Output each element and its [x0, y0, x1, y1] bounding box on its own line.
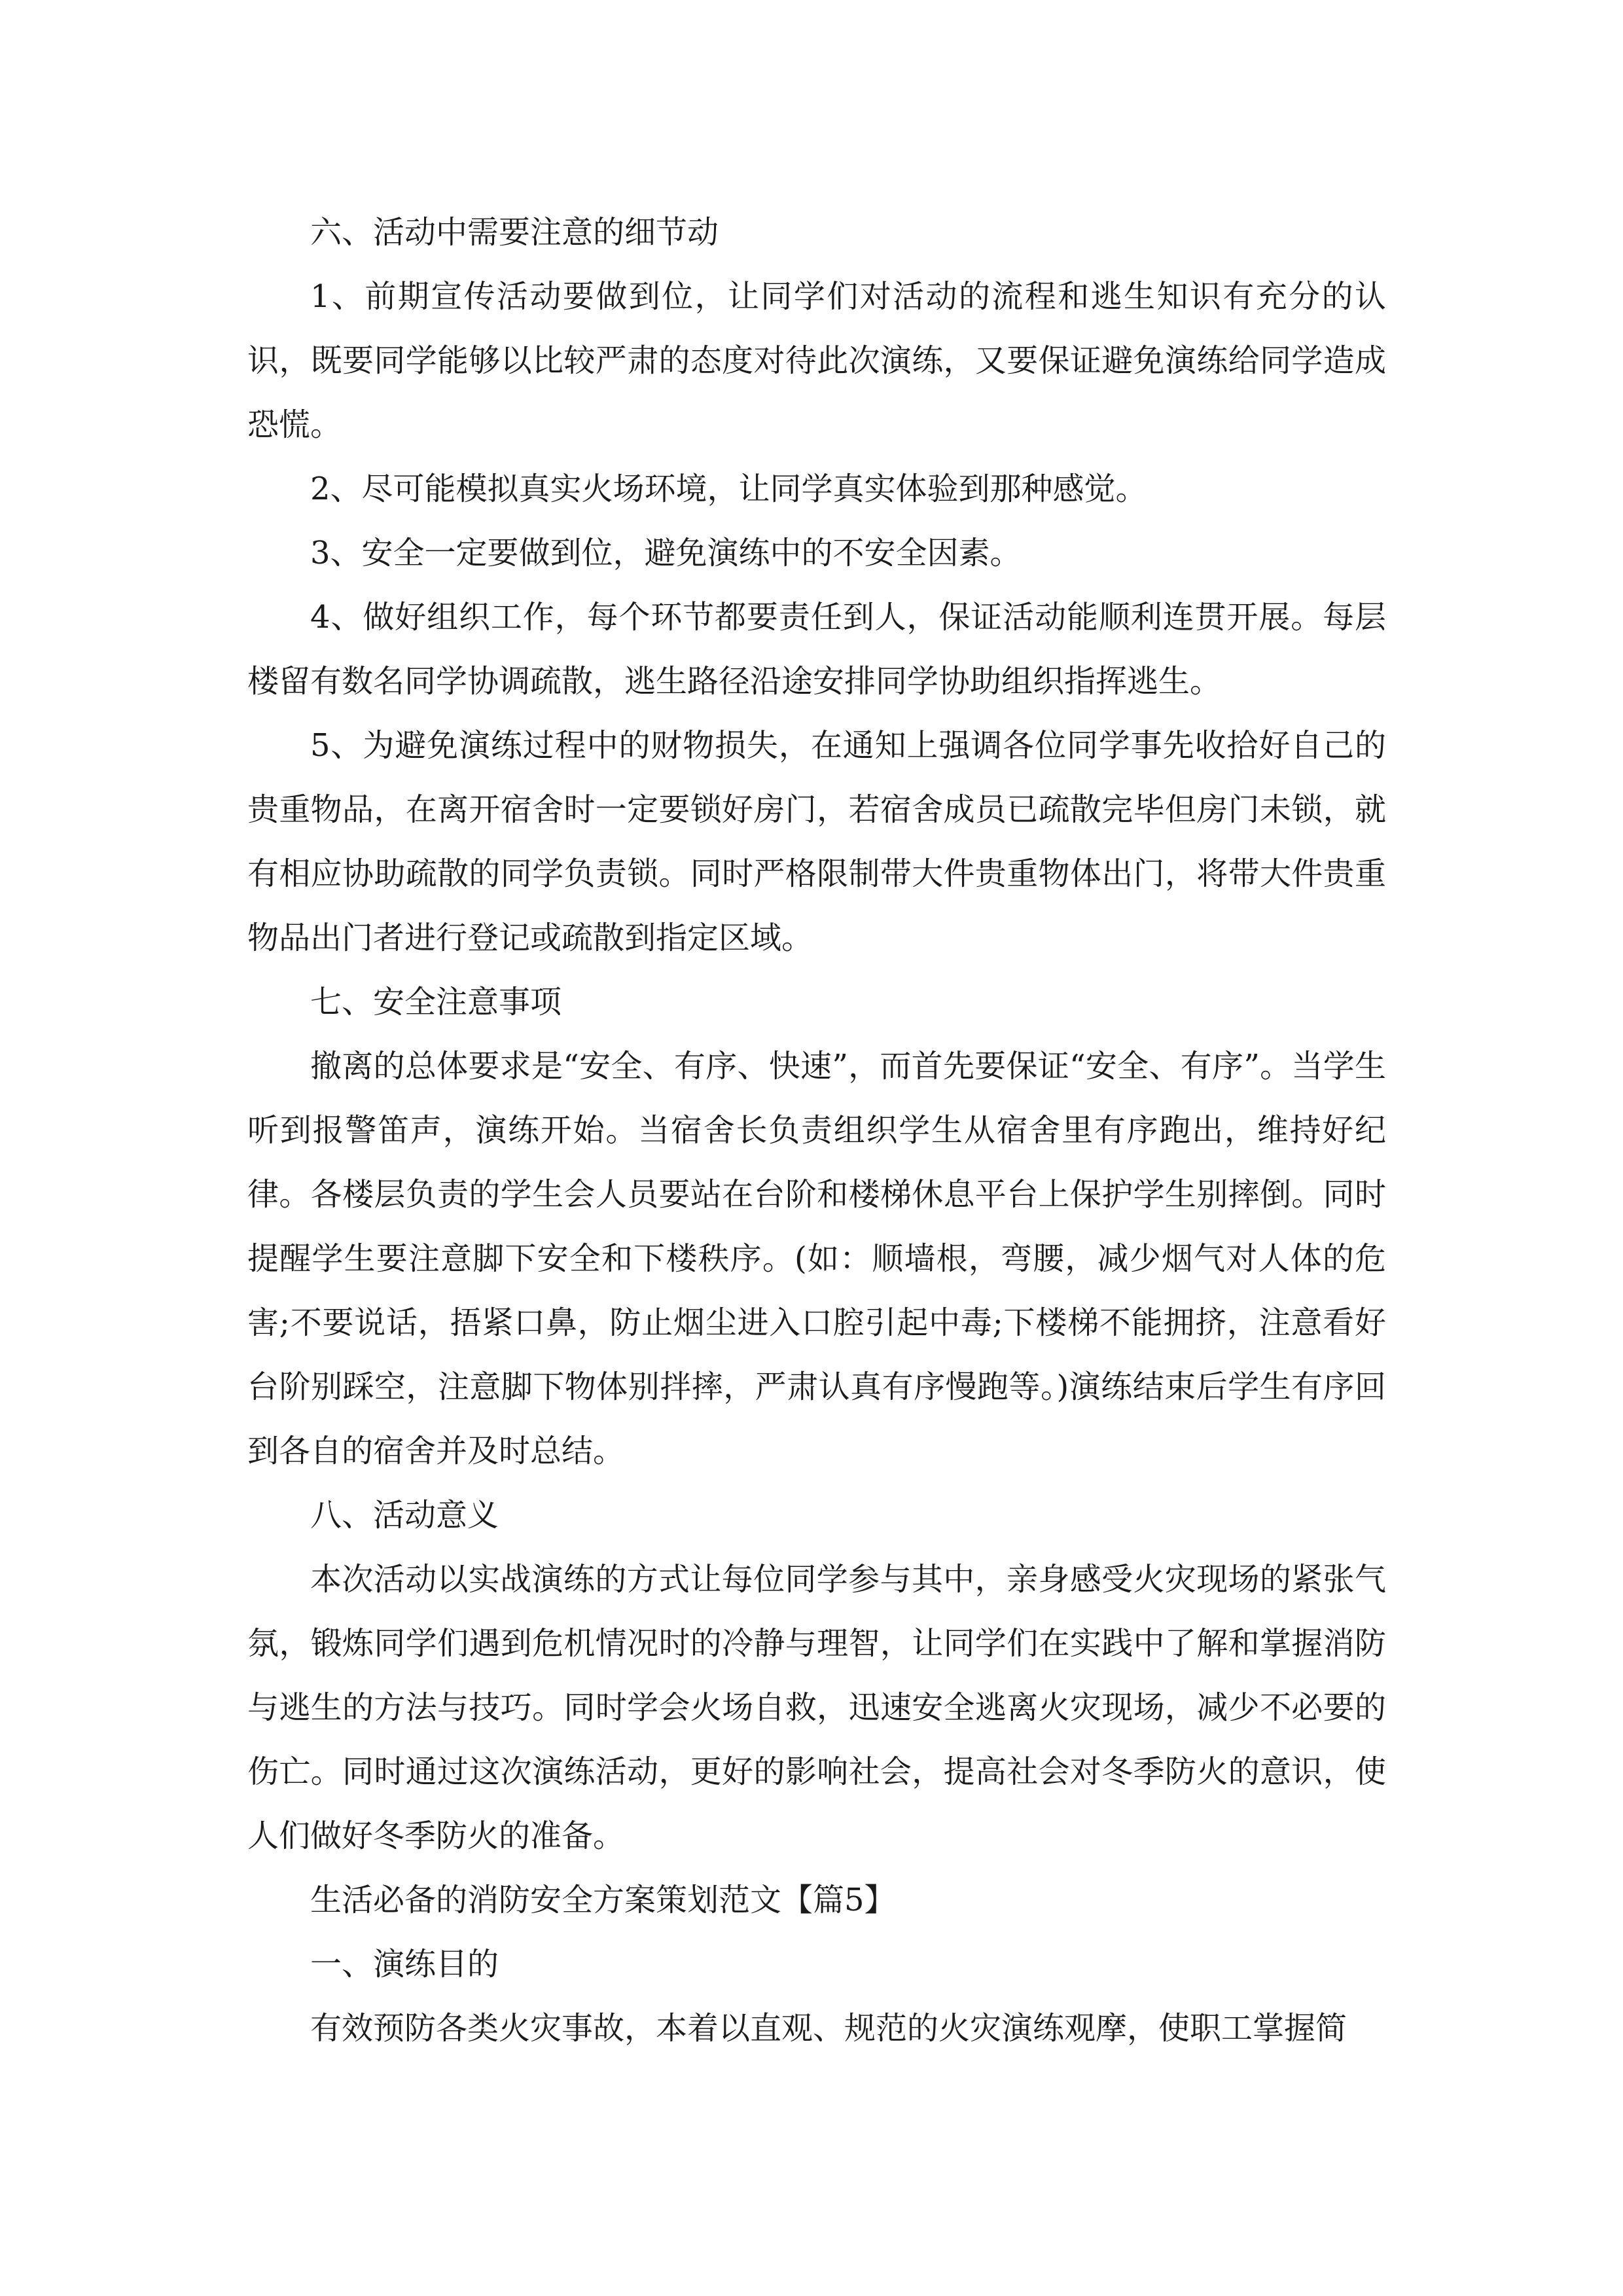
paragraph-safety-notes: 撤离的总体要求是“安全、有序、快速”，而首先要保证“安全、有序”。当学生听到报警笛声，演练开始。当宿舍长负责组织学生从宿舍里有序跑出，维持好纪律。各楼层负责的学生会人员要站在台阶和楼梯休息平台上保护学生别摔倒。同时提醒学生要注意脚下安全和下楼秩序。(如：顺墙根，弯腰，减少烟气对人体的危害;不要说话，捂紧口鼻，防止烟尘进入口腔引起中毒;下楼梯不能拥挤，注意看好台阶别踩空，注意脚下物体别拌摔，严肃认真有序慢跑等。)演练结束后学生有序回到各自的宿舍并及时总结。	[247, 1048, 1386, 1469]
paragraph-item-2: 2、尽可能模拟真实火场环境，让同学真实体验到那种感觉。	[310, 471, 1147, 507]
paragraph-item-1: 1、前期宣传活动要做到位，让同学们对活动的流程和逃生知识有充分的认识，既要同学能够以比较严肃的态度对待此次演练，又要保证避免演练给同学造成恐慌。	[247, 278, 1386, 443]
paragraph-significance: 本次活动以实战演练的方式让每位同学参与其中，亲身感受火灾现场的紧张气氛，锻炼同学们遇到危机情况时的冷静与理智，让同学们在实践中了解和掌握消防与逃生的方法与技巧。同时学会火场自救，迅速安全逃离火灾现场，减少不必要的伤亡。同时通过这次演练活动，更好的影响社会，提高社会对冬季防火的意识，使人们做好冬季防火的准备。	[247, 1561, 1386, 1854]
paragraph-drill-purpose: 有效预防各类火灾事故，本着以直观、规范的火灾演练观摩，使职工掌握简	[310, 2010, 1347, 2047]
paragraph-item-3: 3、安全一定要做到位，避免演练中的不安全因素。	[310, 535, 1022, 571]
document-body	[247, 200, 1386, 2060]
paragraph-item-4: 4、做好组织工作，每个环节都要责任到人，保证活动能顺利连贯开展。每层楼留有数名同学协调疏散，逃生路径沿途安排同学协助组织指挥逃生。	[247, 599, 1386, 700]
section-heading-7: 七、安全注意事项	[310, 984, 562, 1020]
section-heading-1: 一、演练目的	[310, 1946, 499, 1982]
paragraph-item-5: 5、为避免演练过程中的财物损失，在通知上强调各位同学事先收拾好自己的贵重物品，在离开宿舍时一定要锁好房门，若宿舍成员已疏散完毕但房门未锁，就有相应协助疏散的同学负责锁。同时严格限制带大件贵重物体出门，将带大件贵重物品出门者进行登记或疏散到指定区域。	[247, 727, 1386, 956]
section-heading-6: 六、活动中需要注意的细节动	[310, 214, 719, 251]
article-title-part-5: 生活必备的消防安全方案策划范文【篇5】	[310, 1882, 896, 1918]
section-heading-8: 八、活动意义	[310, 1497, 499, 1534]
